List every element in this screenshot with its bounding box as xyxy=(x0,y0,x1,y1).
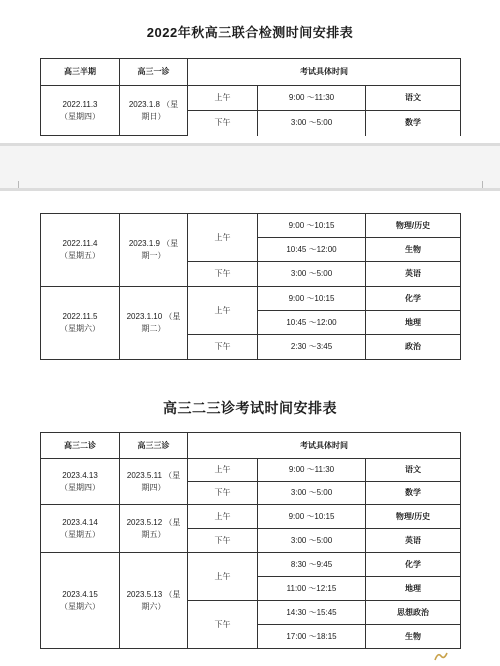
date-cell: 2023.5.12 （星 期五） xyxy=(120,505,188,553)
subject-cell: 英语 xyxy=(366,529,461,553)
header-exam-time: 考试具体时间 xyxy=(188,433,461,459)
subject-cell: 生物 xyxy=(366,238,461,262)
date-cell: 2023.4.14 （星期五） xyxy=(41,505,120,553)
date-cell: 2023.1.8 （星 期日） xyxy=(120,86,188,136)
session-am: 上午 xyxy=(188,505,258,529)
time-cell: 3:00 ～5:00 xyxy=(258,262,366,287)
watermark-icon xyxy=(434,650,448,662)
subject-cell: 物理/历史 xyxy=(366,214,461,238)
time-cell: 11:00 ～12:15 xyxy=(258,577,366,601)
subject-cell: 语文 xyxy=(366,459,461,482)
header-exam-time: 考试具体时间 xyxy=(188,59,461,86)
schedule-table-midterm-continued xyxy=(40,213,461,360)
time-cell: 14:30 ～15:45 xyxy=(258,601,366,625)
time-cell: 10:45 ～12:00 xyxy=(258,311,366,335)
session-am: 上午 xyxy=(188,459,258,482)
subject-cell: 地理 xyxy=(366,311,461,335)
subject-cell: 地理 xyxy=(366,577,461,601)
date-cell: 2023.1.10 （星 期二） xyxy=(120,287,188,360)
date-cell: 2022.11.3 （星期四） xyxy=(41,86,120,136)
subject-cell: 数学 xyxy=(366,111,461,136)
date-cell: 2023.1.9 （星 期一） xyxy=(120,214,188,287)
header-midterm: 高三半期 xyxy=(41,59,120,86)
subject-cell: 化学 xyxy=(366,287,461,311)
date-cell: 2023.5.13 （星 期六） xyxy=(120,553,188,649)
time-cell: 9:00 ～11:30 xyxy=(258,86,366,111)
subject-cell: 语文 xyxy=(366,86,461,111)
time-cell: 3:00 ～5:00 xyxy=(258,529,366,553)
subject-cell: 数学 xyxy=(366,482,461,505)
session-am: 上午 xyxy=(188,86,258,111)
time-cell: 9:00 ～10:15 xyxy=(258,214,366,238)
session-am: 上午 xyxy=(188,287,258,335)
date-cell: 2023.5.11 （星 期四） xyxy=(120,459,188,505)
time-cell: 2:30 ～3:45 xyxy=(258,335,366,360)
date-cell: 2022.11.5 （星期六） xyxy=(41,287,120,360)
page-break xyxy=(0,143,500,191)
date-cell: 2023.4.15 （星期六） xyxy=(41,553,120,649)
header-first-exam: 高三一诊 xyxy=(120,59,188,86)
session-pm: 下午 xyxy=(188,482,258,505)
subject-cell: 政治 xyxy=(366,335,461,360)
schedule-table-midterm xyxy=(40,58,461,136)
session-am: 上午 xyxy=(188,553,258,601)
schedule-table-second-third-exam xyxy=(40,432,461,649)
session-am: 上午 xyxy=(188,214,258,262)
time-cell: 17:00 ～18:15 xyxy=(258,625,366,649)
subject-cell: 英语 xyxy=(366,262,461,287)
session-pm: 下午 xyxy=(188,111,258,136)
page-title: 2022年秋高三联合检测时间安排表 xyxy=(146,25,354,40)
time-cell: 10:45 ～12:00 xyxy=(258,238,366,262)
session-pm: 下午 xyxy=(188,601,258,649)
subject-cell: 化学 xyxy=(366,553,461,577)
session-pm: 下午 xyxy=(188,529,258,553)
header-third-exam: 高三三诊 xyxy=(120,433,188,459)
date-cell: 2023.4.13 （星期四） xyxy=(41,459,120,505)
date-cell: 2022.11.4 （星期五） xyxy=(41,214,120,287)
time-cell: 8:30 ～9:45 xyxy=(258,553,366,577)
time-cell: 9:00 ～10:15 xyxy=(258,287,366,311)
time-cell: 9:00 ～10:15 xyxy=(258,505,366,529)
subject-cell: 物理/历史 xyxy=(366,505,461,529)
subject-cell: 思想政治 xyxy=(366,601,461,625)
session-pm: 下午 xyxy=(188,335,258,360)
session-pm: 下午 xyxy=(188,262,258,287)
time-cell: 3:00 ～5:00 xyxy=(258,482,366,505)
subject-cell: 生物 xyxy=(366,625,461,649)
time-cell: 9:00 ～11:30 xyxy=(258,459,366,482)
section-title: 高三二三诊考试时间安排表 xyxy=(163,400,337,416)
time-cell: 3:00 ～5:00 xyxy=(258,111,366,136)
header-second-exam: 高三二诊 xyxy=(41,433,120,459)
